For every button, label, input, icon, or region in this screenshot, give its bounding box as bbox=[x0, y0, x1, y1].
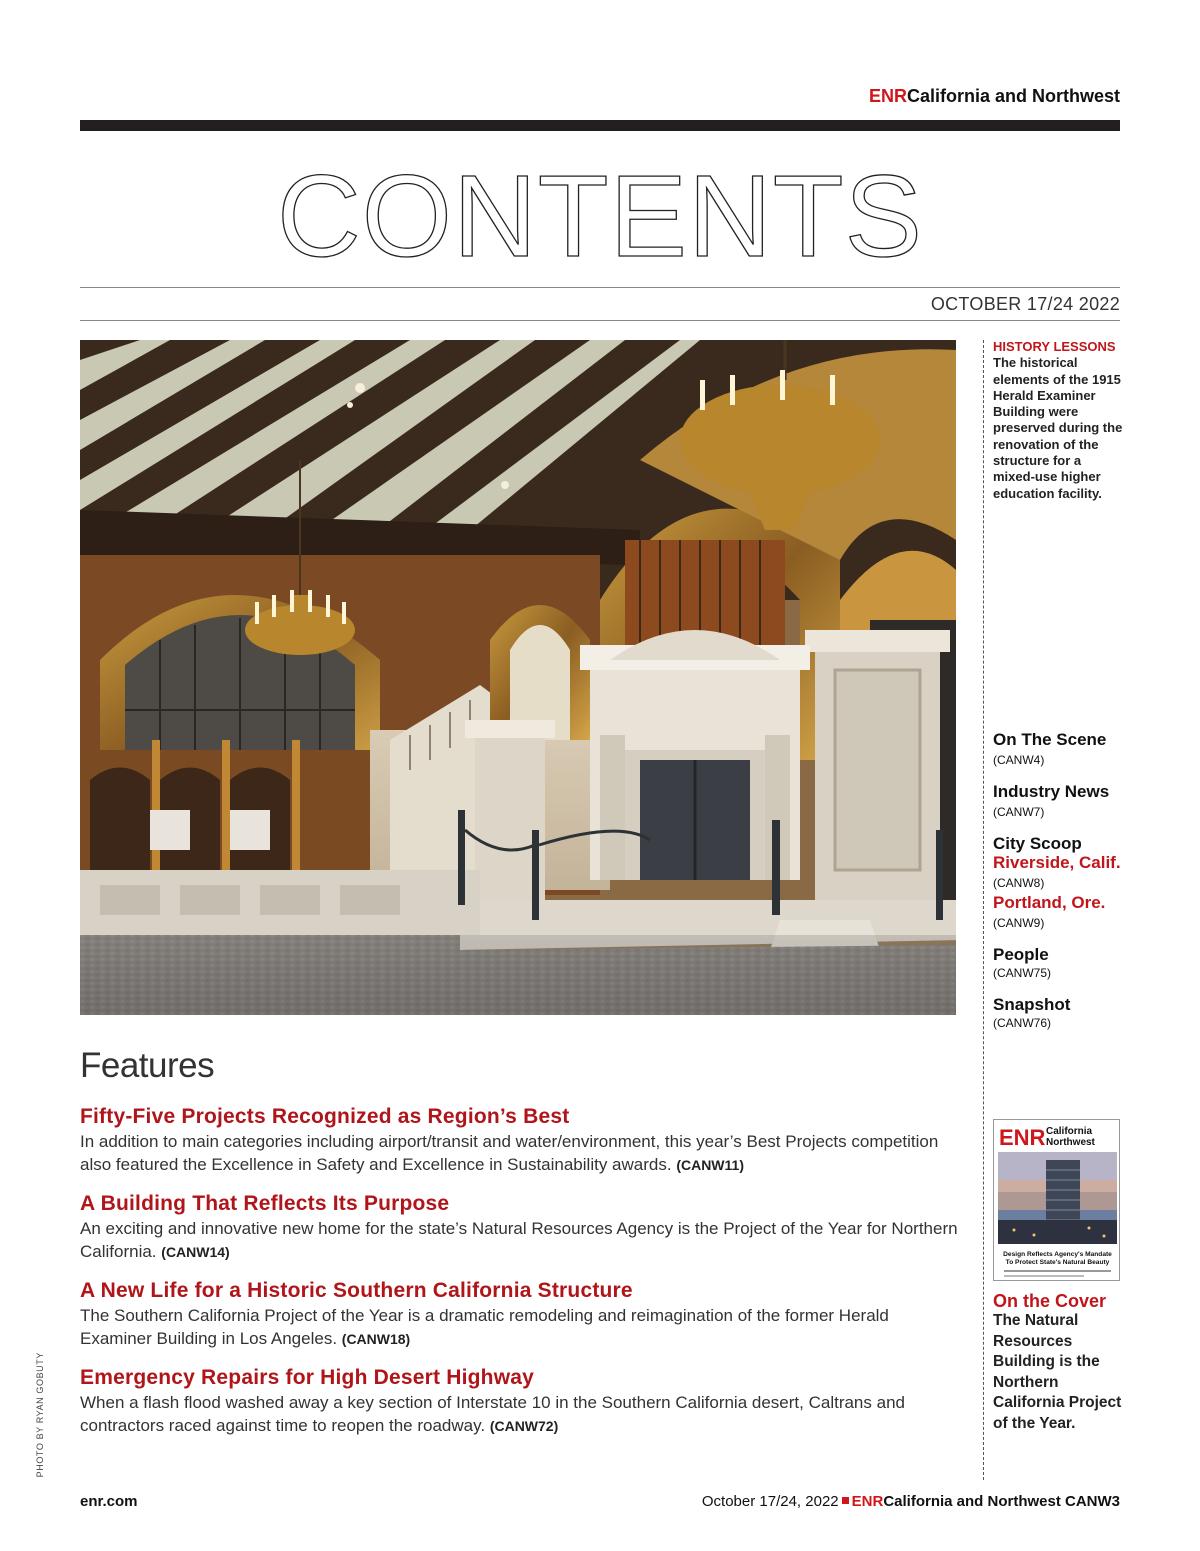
feature-text: An exciting and innovative new home for the state’s Natural Resources Agency is the Project of the Year for Northern California. bbox=[80, 1219, 958, 1261]
dept-city-scoop[interactable] bbox=[993, 834, 1128, 933]
dept-title: Industry News bbox=[993, 782, 1110, 801]
dept-page: (CANW76) bbox=[993, 1016, 1052, 1030]
department-list bbox=[993, 730, 1128, 1045]
caption-kicker: HISTORY LESSONS bbox=[993, 339, 1116, 354]
cover-headline: Design Reflects Agency's Mandate bbox=[1003, 1251, 1112, 1258]
dept-page: (CANW7) bbox=[993, 805, 1045, 819]
feature-page: (CANW14) bbox=[161, 1244, 230, 1260]
feature-title[interactable]: Fifty-Five Projects Recognized as Region’s Best bbox=[80, 1105, 570, 1128]
dept-page: (CANW75) bbox=[993, 966, 1052, 980]
dept-industry-news[interactable] bbox=[993, 782, 1128, 822]
photo-caption bbox=[993, 339, 1123, 502]
hero-photo bbox=[80, 340, 956, 1015]
feature-title[interactable]: A New Life for a Historic Southern California Structure bbox=[80, 1279, 633, 1302]
feature-page: (CANW72) bbox=[489, 1418, 559, 1434]
footer-magazine: California and Northwest CANW3 bbox=[883, 1493, 1120, 1510]
features-heading: Features bbox=[80, 1046, 215, 1085]
feature-summary bbox=[80, 1130, 960, 1177]
caption-text: The historical elements of the 1915 Herald Examiner Building were preserved during the renovation of the structure for a mixed-use higher education facility. bbox=[993, 355, 1123, 501]
city-riverside: Riverside, Calif. bbox=[993, 853, 1121, 872]
feature-page: (CANW18) bbox=[341, 1331, 411, 1347]
feature-page: (CANW11) bbox=[676, 1157, 744, 1173]
dept-people[interactable] bbox=[993, 945, 1128, 983]
footer-site[interactable]: enr.com bbox=[80, 1493, 138, 1510]
dept-title: People bbox=[993, 945, 1049, 964]
feature-summary bbox=[80, 1391, 960, 1438]
dept-page: (CANW9) bbox=[993, 916, 1045, 930]
features-list bbox=[80, 1104, 960, 1452]
top-bar bbox=[80, 120, 1120, 131]
feature-item[interactable] bbox=[80, 1365, 960, 1438]
feature-item[interactable] bbox=[80, 1278, 960, 1351]
page-title: CONTENTS bbox=[277, 151, 923, 281]
masthead-region: California and Northwest bbox=[906, 86, 1120, 106]
feature-summary bbox=[80, 1304, 960, 1351]
dept-on-the-scene[interactable] bbox=[993, 730, 1128, 770]
feature-text: When a flash flood washed away a key section of Interstate 10 in the Southern California desert, Caltrans and contractors raced against time to reopen the roadway. bbox=[80, 1393, 905, 1435]
cover-thumbnail[interactable] bbox=[993, 1119, 1120, 1281]
dept-title: Snapshot bbox=[993, 995, 1071, 1014]
dept-page: (CANW8) bbox=[993, 876, 1045, 890]
photo-credit: PHOTO BY RYAN GOBUTY bbox=[35, 1352, 45, 1478]
footer-folio bbox=[702, 1493, 1120, 1510]
feature-item[interactable] bbox=[80, 1104, 960, 1177]
cover-kicker: On the Cover bbox=[993, 1291, 1107, 1311]
footer-enr: ENR bbox=[851, 1493, 884, 1510]
dept-title: On The Scene bbox=[993, 730, 1107, 749]
issue-date: OCTOBER 17/24 2022 bbox=[930, 294, 1120, 314]
feature-summary bbox=[80, 1217, 960, 1264]
dept-snapshot[interactable] bbox=[993, 995, 1128, 1033]
dept-page: (CANW4) bbox=[993, 753, 1045, 767]
feature-title[interactable]: A Building That Reflects Its Purpose bbox=[80, 1192, 450, 1215]
city-portland: Portland, Ore. bbox=[993, 893, 1106, 912]
feature-title[interactable]: Emergency Repairs for High Desert Highway bbox=[80, 1366, 534, 1389]
enr-logo-text: ENR bbox=[868, 86, 907, 106]
feature-item[interactable] bbox=[80, 1191, 960, 1264]
cover-caption-text: The Natural Resources Building is the Northern California Project of the Year. bbox=[993, 1312, 1122, 1432]
footer-date: October 17/24, 2022 bbox=[701, 1493, 839, 1510]
cover-logo-enr: ENR bbox=[999, 1125, 1046, 1150]
cover-headline: To Protect State's Natural Beauty bbox=[1005, 1259, 1110, 1266]
masthead bbox=[869, 86, 1120, 107]
sidebar-divider bbox=[983, 340, 984, 1480]
feature-text: In addition to main categories including airport/transit and water/environment, this year’s Best Projects competition also featured the Excellence in Safety and Excellence in Sustainability awards. bbox=[80, 1132, 939, 1174]
dept-title: City Scoop bbox=[993, 834, 1082, 853]
feature-text: The Southern California Project of the Year is a dramatic remodeling and reimagination of the former Herald Examiner Building in Los Angeles. bbox=[80, 1306, 889, 1348]
cover-logo-region: California bbox=[1046, 1126, 1093, 1137]
cover-logo-region: Northwest bbox=[1046, 1137, 1095, 1148]
divider-rule bbox=[80, 287, 1120, 288]
square-bullet-icon bbox=[842, 1497, 849, 1504]
divider-rule bbox=[80, 320, 1120, 321]
cover-caption bbox=[993, 1291, 1128, 1434]
